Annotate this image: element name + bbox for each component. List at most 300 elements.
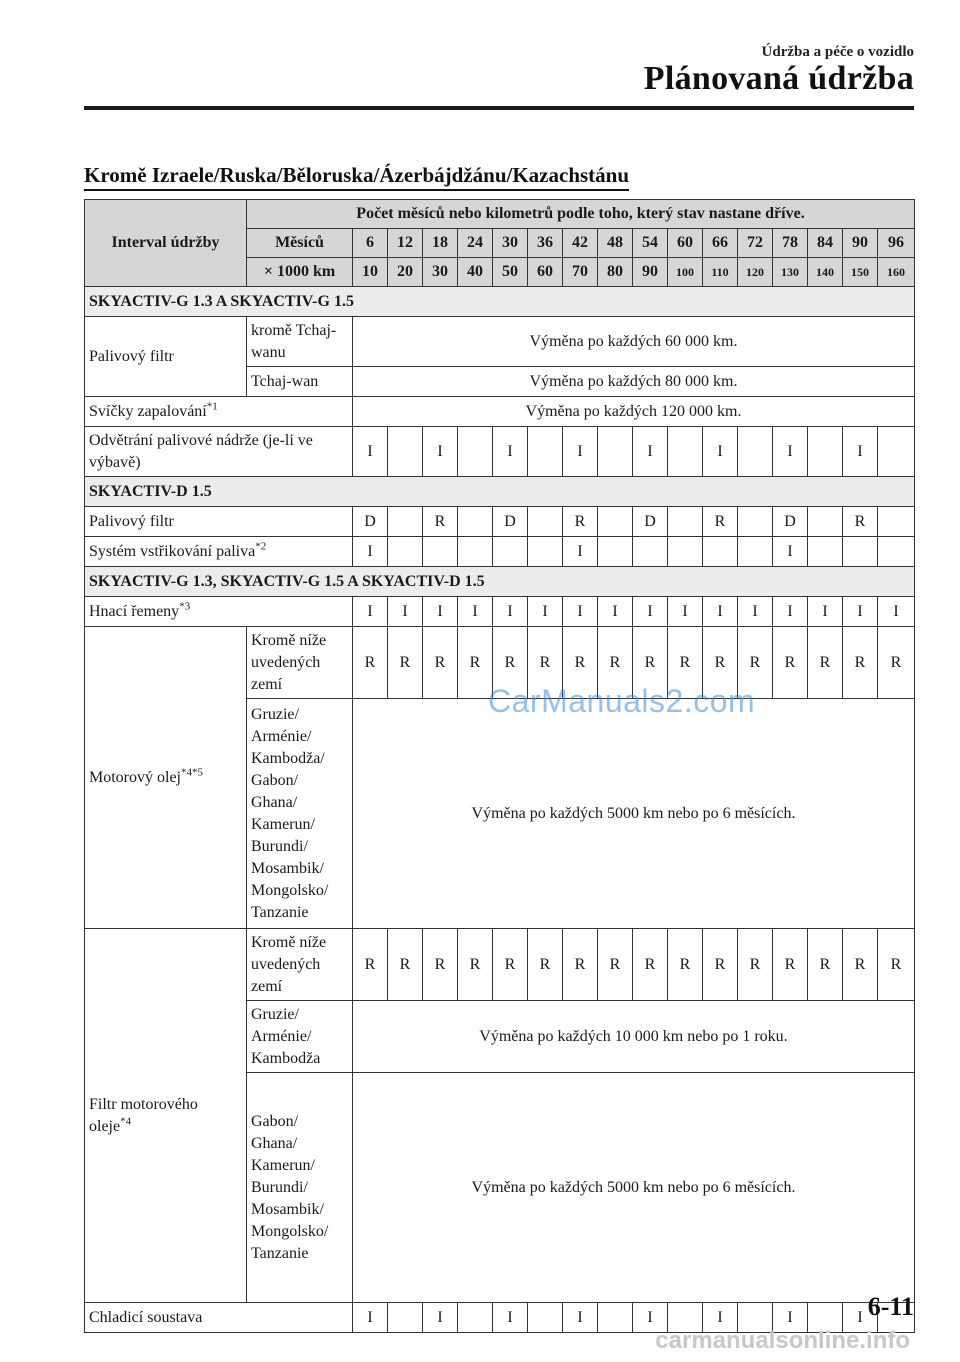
item-sublabel-text: Gruzie/ Arménie/ Kambodža xyxy=(251,1005,321,1067)
interval-cell xyxy=(843,507,878,537)
interval-cell xyxy=(598,537,633,567)
item-sublabel-text: Gabon/ Ghana/ Kamerun/ Burundi/ Mosambik/ Mongolsko/ Tanzanie xyxy=(251,1112,329,1262)
km-header-text: 100 xyxy=(676,265,694,279)
month-header xyxy=(773,229,808,258)
interval-cell-text: R xyxy=(504,955,516,973)
km-label-text: × 1000 km xyxy=(263,263,336,280)
month-header xyxy=(353,229,388,258)
interval-cell-text: R xyxy=(714,512,726,530)
month-header-text: 6 xyxy=(366,234,374,251)
footnote-marker: *2 xyxy=(255,540,267,553)
interval-cell xyxy=(668,507,703,537)
interval-cell-text: I xyxy=(682,602,688,620)
km-header xyxy=(458,258,493,287)
interval-cell xyxy=(528,1303,563,1333)
interval-note xyxy=(353,699,915,929)
section-heading xyxy=(85,287,915,317)
item-label xyxy=(85,397,353,427)
km-label xyxy=(247,258,353,287)
interval-cell-text: I xyxy=(367,602,373,620)
header-divider xyxy=(84,106,914,110)
footer-watermark: carmanualsonline.info xyxy=(655,1327,910,1354)
maintenance-row xyxy=(85,427,915,477)
km-header xyxy=(598,258,633,287)
item-label xyxy=(85,427,353,477)
interval-cell-text: R xyxy=(539,955,551,973)
footnote-marker: *4*5 xyxy=(181,766,203,779)
maintenance-row xyxy=(85,397,915,427)
interval-cell-text: D xyxy=(504,512,516,530)
interval-cell xyxy=(843,929,878,1001)
month-header-text: 30 xyxy=(502,234,518,251)
interval-cell-text: R xyxy=(644,653,656,671)
interval-cell xyxy=(353,537,388,567)
interval-cell-text: I xyxy=(647,602,653,620)
page-title: Plánovaná údržba xyxy=(643,60,914,97)
month-header-text: 72 xyxy=(747,234,763,251)
month-header-text: 48 xyxy=(607,234,623,251)
km-header xyxy=(423,258,458,287)
interval-cell-text: I xyxy=(717,1308,723,1326)
interval-cell-text: I xyxy=(787,1308,793,1326)
interval-cell-text: R xyxy=(784,955,796,973)
km-header xyxy=(878,258,915,287)
interval-cell-text: R xyxy=(434,955,446,973)
interval-label-text: Interval údržby xyxy=(111,234,220,251)
interval-cell xyxy=(563,597,598,627)
km-header-text: 110 xyxy=(711,265,729,279)
interval-cell-text: I xyxy=(437,442,443,460)
interval-cell-text: R xyxy=(539,653,551,671)
km-header-text: 60 xyxy=(537,263,553,280)
item-label xyxy=(85,507,353,537)
km-header-text: 10 xyxy=(362,263,378,280)
footnote-marker: *4 xyxy=(120,1115,132,1128)
interval-cell-text: R xyxy=(609,653,621,671)
interval-cell xyxy=(388,537,423,567)
footnote-marker: *1 xyxy=(206,400,218,413)
interval-cell-text: R xyxy=(714,955,726,973)
item-sublabel xyxy=(247,317,353,367)
km-header xyxy=(493,258,528,287)
interval-cell-text: R xyxy=(679,955,691,973)
interval-cell-text: I xyxy=(647,442,653,460)
interval-cell-text: I xyxy=(577,442,583,460)
interval-cell xyxy=(738,427,773,477)
interval-note xyxy=(353,1073,915,1303)
interval-cell-text: I xyxy=(577,542,583,560)
interval-cell xyxy=(353,627,388,699)
interval-note xyxy=(353,397,915,427)
interval-cell-text: R xyxy=(434,512,446,530)
item-label-text: Systém vstřikování paliva xyxy=(89,542,256,560)
km-header xyxy=(808,258,843,287)
interval-cell-text: D xyxy=(644,512,656,530)
interval-cell-text: I xyxy=(717,442,723,460)
interval-cell xyxy=(633,507,668,537)
interval-cell-text: I xyxy=(437,602,443,620)
km-header-text: 50 xyxy=(502,263,518,280)
interval-cell-text: I xyxy=(367,442,373,460)
interval-cell xyxy=(458,507,493,537)
km-header-text: 70 xyxy=(572,263,588,280)
km-header xyxy=(843,258,878,287)
interval-cell-text: R xyxy=(749,955,761,973)
maintenance-row xyxy=(85,929,915,1001)
interval-cell xyxy=(563,1303,598,1333)
section-row xyxy=(85,287,915,317)
month-header xyxy=(458,229,493,258)
interval-cell xyxy=(388,1303,423,1333)
interval-cell xyxy=(738,507,773,537)
interval-cell xyxy=(388,597,423,627)
km-header-text: 160 xyxy=(887,265,905,279)
interval-cell-text: R xyxy=(364,955,376,973)
maintenance-row xyxy=(85,597,915,627)
interval-cell xyxy=(703,427,738,477)
header-section-label: Údržba a péče o vozidlo xyxy=(761,44,914,60)
km-header-text: 90 xyxy=(642,263,658,280)
interval-cell xyxy=(493,929,528,1001)
interval-cell xyxy=(633,597,668,627)
interval-cell xyxy=(843,627,878,699)
interval-cell xyxy=(493,597,528,627)
interval-cell xyxy=(633,537,668,567)
km-header xyxy=(668,258,703,287)
month-header xyxy=(843,229,878,258)
interval-cell xyxy=(668,929,703,1001)
interval-cell xyxy=(423,627,458,699)
interval-cell-text: R xyxy=(819,653,831,671)
section-heading-text: SKYACTIV-G 1.3, SKYACTIV-G 1.5 A SKYACTIV-D 1.5 xyxy=(89,572,485,590)
interval-cell xyxy=(493,1303,528,1333)
header-span-text: Počet měsíců nebo kilometrů podle toho, který stav nastane dříve. xyxy=(356,205,805,222)
km-header xyxy=(528,258,563,287)
interval-cell-text: D xyxy=(364,512,376,530)
km-header xyxy=(388,258,423,287)
month-header xyxy=(423,229,458,258)
interval-cell xyxy=(843,537,878,567)
km-header xyxy=(773,258,808,287)
month-header-text: 60 xyxy=(677,234,693,251)
item-label xyxy=(85,317,247,397)
interval-cell xyxy=(668,597,703,627)
interval-cell xyxy=(703,537,738,567)
item-label xyxy=(85,1303,353,1333)
interval-cell xyxy=(773,597,808,627)
interval-cell-text: I xyxy=(647,1308,653,1326)
interval-note xyxy=(353,367,915,397)
item-sublabel xyxy=(247,367,353,397)
month-header xyxy=(493,229,528,258)
interval-cell-text: R xyxy=(469,955,481,973)
watermark-logo: CarManuals2.com xyxy=(488,683,756,719)
km-header-text: 40 xyxy=(467,263,483,280)
item-sublabel-text: Tchaj-wan xyxy=(251,372,319,390)
item-sublabel-text: kromě Tchaj-wanu xyxy=(251,321,337,361)
interval-cell-text: R xyxy=(890,955,902,973)
interval-cell-text: I xyxy=(752,602,758,620)
interval-cell-text: I xyxy=(857,1308,863,1326)
interval-cell xyxy=(668,537,703,567)
section-row xyxy=(85,477,915,507)
interval-note-text: Výměna po každých 80 000 km. xyxy=(529,372,738,390)
item-label-text: Motorový olej xyxy=(89,768,181,786)
interval-cell xyxy=(423,597,458,627)
interval-cell-text: I xyxy=(402,602,408,620)
interval-cell-text: I xyxy=(507,442,513,460)
interval-cell xyxy=(738,597,773,627)
interval-cell xyxy=(353,1303,388,1333)
month-header-text: 54 xyxy=(642,234,658,251)
interval-cell-text: R xyxy=(574,955,586,973)
interval-cell xyxy=(423,537,458,567)
interval-cell xyxy=(773,627,808,699)
interval-note-text: Výměna po každých 120 000 km. xyxy=(525,402,742,420)
interval-cell xyxy=(458,537,493,567)
maintenance-row xyxy=(85,317,915,367)
interval-cell-text: R xyxy=(609,955,621,973)
interval-cell xyxy=(808,507,843,537)
interval-cell-text: I xyxy=(367,542,373,560)
interval-cell xyxy=(528,597,563,627)
item-label-text: Odvětrání palivové nádrže (je-li ve výbavě) xyxy=(89,431,313,471)
interval-cell xyxy=(458,929,493,1001)
interval-cell-text: R xyxy=(574,512,586,530)
interval-cell xyxy=(353,507,388,537)
interval-cell-text: R xyxy=(819,955,831,973)
interval-cell-text: I xyxy=(577,602,583,620)
interval-cell xyxy=(773,507,808,537)
item-label-text: Palivový filtr xyxy=(89,512,174,530)
km-header-text: 120 xyxy=(746,265,764,279)
interval-cell-empty xyxy=(878,537,915,567)
interval-note-text: Výměna po každých 60 000 km. xyxy=(529,332,738,350)
interval-cell-text: R xyxy=(399,955,411,973)
interval-note-text: Výměna po každých 5000 km nebo po 6 měsících. xyxy=(471,804,796,822)
interval-cell xyxy=(808,597,843,627)
interval-note-text: Výměna po každých 10 000 km nebo po 1 roku. xyxy=(479,1027,788,1045)
interval-cell xyxy=(878,597,915,627)
interval-cell xyxy=(458,597,493,627)
item-sublabel-text: Gruzie/ Arménie/ Kambodža/ Gabon/ Ghana/ Kamerun/ Burundi/ Mosambik/ Mongolsko/ Tanzanie xyxy=(251,705,329,921)
interval-cell-text: I xyxy=(787,442,793,460)
interval-cell xyxy=(458,427,493,477)
interval-cell-text: R xyxy=(749,653,761,671)
km-header xyxy=(738,258,773,287)
km-header xyxy=(703,258,738,287)
interval-cell xyxy=(773,427,808,477)
month-header-text: 12 xyxy=(397,234,413,251)
interval-cell xyxy=(598,507,633,537)
section-heading xyxy=(85,477,915,507)
month-header-text: 24 xyxy=(467,234,483,251)
item-sublabel xyxy=(247,1073,353,1303)
interval-cell-text: I xyxy=(717,602,723,620)
month-header-text: 36 xyxy=(537,234,553,251)
item-sublabel-text: Kromě níže uvedených zemí xyxy=(251,933,327,995)
interval-cell xyxy=(633,929,668,1001)
interval-cell xyxy=(843,597,878,627)
interval-cell xyxy=(878,929,915,1001)
interval-cell xyxy=(388,427,423,477)
section-heading-text: SKYACTIV-G 1.3 A SKYACTIV-G 1.5 xyxy=(89,292,354,310)
month-header-text: 78 xyxy=(782,234,798,251)
interval-cell-text: I xyxy=(787,542,793,560)
interval-cell xyxy=(528,929,563,1001)
interval-cell xyxy=(598,597,633,627)
interval-cell xyxy=(388,627,423,699)
interval-cell-text: R xyxy=(714,653,726,671)
interval-cell xyxy=(563,427,598,477)
interval-cell xyxy=(423,1303,458,1333)
section-title: Kromě Izraele/Ruska/Běloruska/Ázerbájdžánu/Kazachstánu xyxy=(84,163,629,191)
interval-cell xyxy=(668,427,703,477)
km-header-text: 80 xyxy=(607,263,623,280)
interval-cell xyxy=(423,929,458,1001)
interval-cell-text: I xyxy=(612,602,618,620)
km-header xyxy=(353,258,388,287)
month-header-text: 66 xyxy=(712,234,728,251)
item-label xyxy=(85,597,353,627)
interval-cell xyxy=(773,929,808,1001)
interval-cell-text: I xyxy=(857,602,863,620)
months-label xyxy=(247,229,353,258)
interval-cell xyxy=(773,537,808,567)
interval-cell xyxy=(353,597,388,627)
interval-cell xyxy=(493,537,528,567)
item-label-text: Svíčky zapalování xyxy=(89,402,207,420)
month-header xyxy=(738,229,773,258)
interval-cell xyxy=(563,537,598,567)
interval-cell xyxy=(703,597,738,627)
interval-cell-text: R xyxy=(504,653,516,671)
interval-cell-text: R xyxy=(784,653,796,671)
interval-cell xyxy=(633,427,668,477)
interval-cell-text: D xyxy=(784,512,796,530)
interval-cell xyxy=(528,537,563,567)
interval-cell xyxy=(598,427,633,477)
interval-note xyxy=(353,317,915,367)
interval-cell-text: R xyxy=(399,653,411,671)
month-header-text: 90 xyxy=(852,234,868,251)
km-header xyxy=(563,258,598,287)
km-header-text: 150 xyxy=(851,265,869,279)
interval-cell-text: I xyxy=(542,602,548,620)
header-row xyxy=(85,200,915,229)
km-header xyxy=(633,258,668,287)
section-heading-text: SKYACTIV-D 1.5 xyxy=(89,482,212,500)
interval-note-text: Výměna po každých 5000 km nebo po 6 měsících. xyxy=(471,1178,796,1196)
interval-cell-text: R xyxy=(854,653,866,671)
item-sublabel xyxy=(247,627,353,699)
interval-cell xyxy=(563,507,598,537)
item-label-text: Chladicí soustava xyxy=(89,1308,203,1326)
month-header xyxy=(703,229,738,258)
interval-cell-text: R xyxy=(469,653,481,671)
interval-cell xyxy=(808,537,843,567)
interval-cell-text: R xyxy=(574,653,586,671)
month-header xyxy=(808,229,843,258)
interval-cell xyxy=(808,427,843,477)
item-sublabel xyxy=(247,1001,353,1073)
item-sublabel-text: Kromě níže uvedených zemí xyxy=(251,631,327,693)
month-header-text: 18 xyxy=(432,234,448,251)
item-label xyxy=(85,627,247,929)
item-label xyxy=(85,929,247,1303)
month-header xyxy=(878,229,915,258)
item-sublabel xyxy=(247,929,353,1001)
interval-cell xyxy=(808,627,843,699)
interval-cell xyxy=(738,929,773,1001)
interval-cell-text: I xyxy=(437,1308,443,1326)
interval-cell xyxy=(563,929,598,1001)
interval-cell xyxy=(528,427,563,477)
month-header xyxy=(668,229,703,258)
maintenance-table xyxy=(84,199,915,1333)
maintenance-row xyxy=(85,537,915,567)
item-label-text: Filtr motorového oleje xyxy=(89,1095,198,1135)
interval-cell-text: R xyxy=(890,653,902,671)
interval-label xyxy=(85,200,247,287)
km-header-text: 130 xyxy=(781,265,799,279)
interval-cell xyxy=(493,427,528,477)
interval-cell xyxy=(528,507,563,537)
interval-cell xyxy=(878,627,915,699)
interval-cell xyxy=(598,929,633,1001)
interval-cell-text: I xyxy=(857,442,863,460)
footnote-marker: *3 xyxy=(179,600,191,613)
month-header xyxy=(633,229,668,258)
interval-cell-text: I xyxy=(367,1308,373,1326)
item-sublabel xyxy=(247,699,353,929)
item-label-text: Palivový filtr xyxy=(89,347,174,365)
interval-cell xyxy=(423,507,458,537)
month-header xyxy=(388,229,423,258)
maintenance-table-container xyxy=(84,199,914,1333)
month-header xyxy=(528,229,563,258)
interval-cell-text: I xyxy=(787,602,793,620)
interval-cell-text: R xyxy=(434,653,446,671)
months-label-text: Měsíců xyxy=(275,234,324,251)
month-header xyxy=(598,229,633,258)
interval-cell-text: I xyxy=(507,1308,513,1326)
header-span xyxy=(247,200,915,229)
month-header xyxy=(563,229,598,258)
interval-cell-text: I xyxy=(507,602,513,620)
interval-cell-empty xyxy=(878,427,915,477)
interval-cell xyxy=(388,929,423,1001)
interval-cell xyxy=(598,1303,633,1333)
interval-cell-text: R xyxy=(644,955,656,973)
page-number: 6-11 xyxy=(867,1292,914,1321)
interval-cell xyxy=(493,507,528,537)
interval-cell-text: R xyxy=(364,653,376,671)
month-header-text: 96 xyxy=(888,234,904,251)
interval-cell xyxy=(808,929,843,1001)
interval-cell xyxy=(423,427,458,477)
item-label-text: Hnací řemeny xyxy=(89,602,180,620)
interval-cell-empty xyxy=(878,507,915,537)
month-header-text: 42 xyxy=(572,234,588,251)
interval-cell xyxy=(458,1303,493,1333)
interval-cell-text: I xyxy=(893,602,899,620)
interval-cell xyxy=(843,427,878,477)
interval-cell-text: R xyxy=(679,653,691,671)
interval-cell xyxy=(703,507,738,537)
interval-cell-text: R xyxy=(854,955,866,973)
month-header-text: 84 xyxy=(817,234,833,251)
